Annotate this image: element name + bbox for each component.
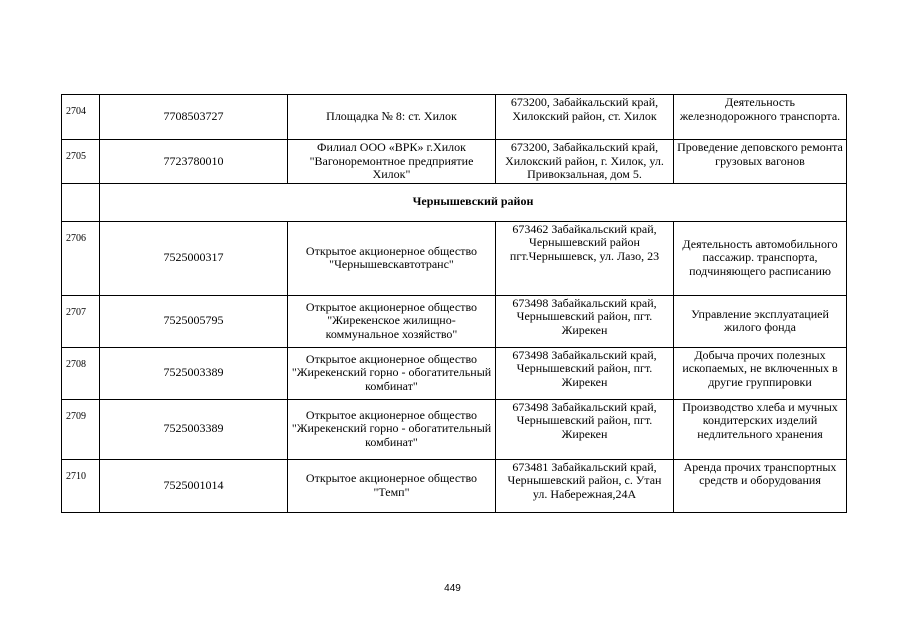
registry-table [61,94,847,513]
activity-cell: Деятельность автомобильного пассажир. транспорта, подчиняющего расписанию [674,221,847,295]
row-number: 2704 [62,95,100,140]
organization-name-cell: Открытое акционерное общество "Жирекенский горно - обогатительный комбинат" [288,399,496,459]
organization-name-cell: Филиал ООО «ВРК» г.Хилок "Вагоноремонтное предприятие Хилок" [288,140,496,184]
table-row [62,347,847,399]
activity-cell: Проведение деповского ремонта грузовых вагонов [674,140,847,184]
activity-cell: Управление эксплуатацией жилого фонда [674,295,847,347]
row-number: 2710 [62,459,100,512]
address-cell: 673200, Забайкальский край, Хилокский район, ст. Хилок [496,95,674,140]
section-row [62,183,847,221]
address-cell: 673481 Забайкальский край, Чернышевский район, с. Утан ул. Набережная,24А [496,459,674,512]
inn-cell: 7525003389 [100,399,288,459]
table-row [62,459,847,512]
inn-cell: 7708503727 [100,95,288,140]
organization-name-cell: Открытое акционерное общество "Чернышевскавтотранс" [288,221,496,295]
table-row [62,221,847,295]
row-number: 2707 [62,295,100,347]
activity-cell: Добыча прочих полезных ископаемых, не включенных в другие группировки [674,347,847,399]
row-number: 2705 [62,140,100,184]
inn-cell: 7525003389 [100,347,288,399]
inn-cell: 7723780010 [100,140,288,184]
organization-name-cell: Площадка № 8: ст. Хилок [288,95,496,140]
activity-cell: Производство хлеба и мучных кондитерских изделий недлительного хранения [674,399,847,459]
activity-cell: Аренда прочих транспортных средств и оборудования [674,459,847,512]
organization-name-cell: Открытое акционерное общество "Жирекенское жилищно-коммунальное хозяйство" [288,295,496,347]
table-row [62,295,847,347]
table-row [62,140,847,184]
organization-name-cell: Открытое акционерное общество "Жирекенский горно - обогатительный комбинат" [288,347,496,399]
table-row [62,95,847,140]
organization-name-cell: Открытое акционерное общество "Темп" [288,459,496,512]
address-cell: 673498 Забайкальский край, Чернышевский район, пгт. Жирекен [496,399,674,459]
inn-cell: 7525000317 [100,221,288,295]
address-cell: 673498 Забайкальский край, Чернышевский район, пгт. Жирекен [496,347,674,399]
address-cell: 673462 Забайкальский край, Чернышевский район пгт.Чернышевск, ул. Лазо, 23 [496,221,674,295]
table-row [62,399,847,459]
row-number: 2708 [62,347,100,399]
row-number: 2709 [62,399,100,459]
page-number: 449 [444,583,461,594]
section-empty-cell [62,183,100,221]
address-cell: 673200, Забайкальский край, Хилокский район, г. Хилок, ул. Привокзальная, дом 5. [496,140,674,184]
row-number: 2706 [62,221,100,295]
section-title: Чернышевский район [100,183,847,221]
address-cell: 673498 Забайкальский край, Чернышевский район, пгт. Жирекен [496,295,674,347]
inn-cell: 7525001014 [100,459,288,512]
inn-cell: 7525005795 [100,295,288,347]
activity-cell: Деятельность железнодорожного транспорта. [674,95,847,140]
